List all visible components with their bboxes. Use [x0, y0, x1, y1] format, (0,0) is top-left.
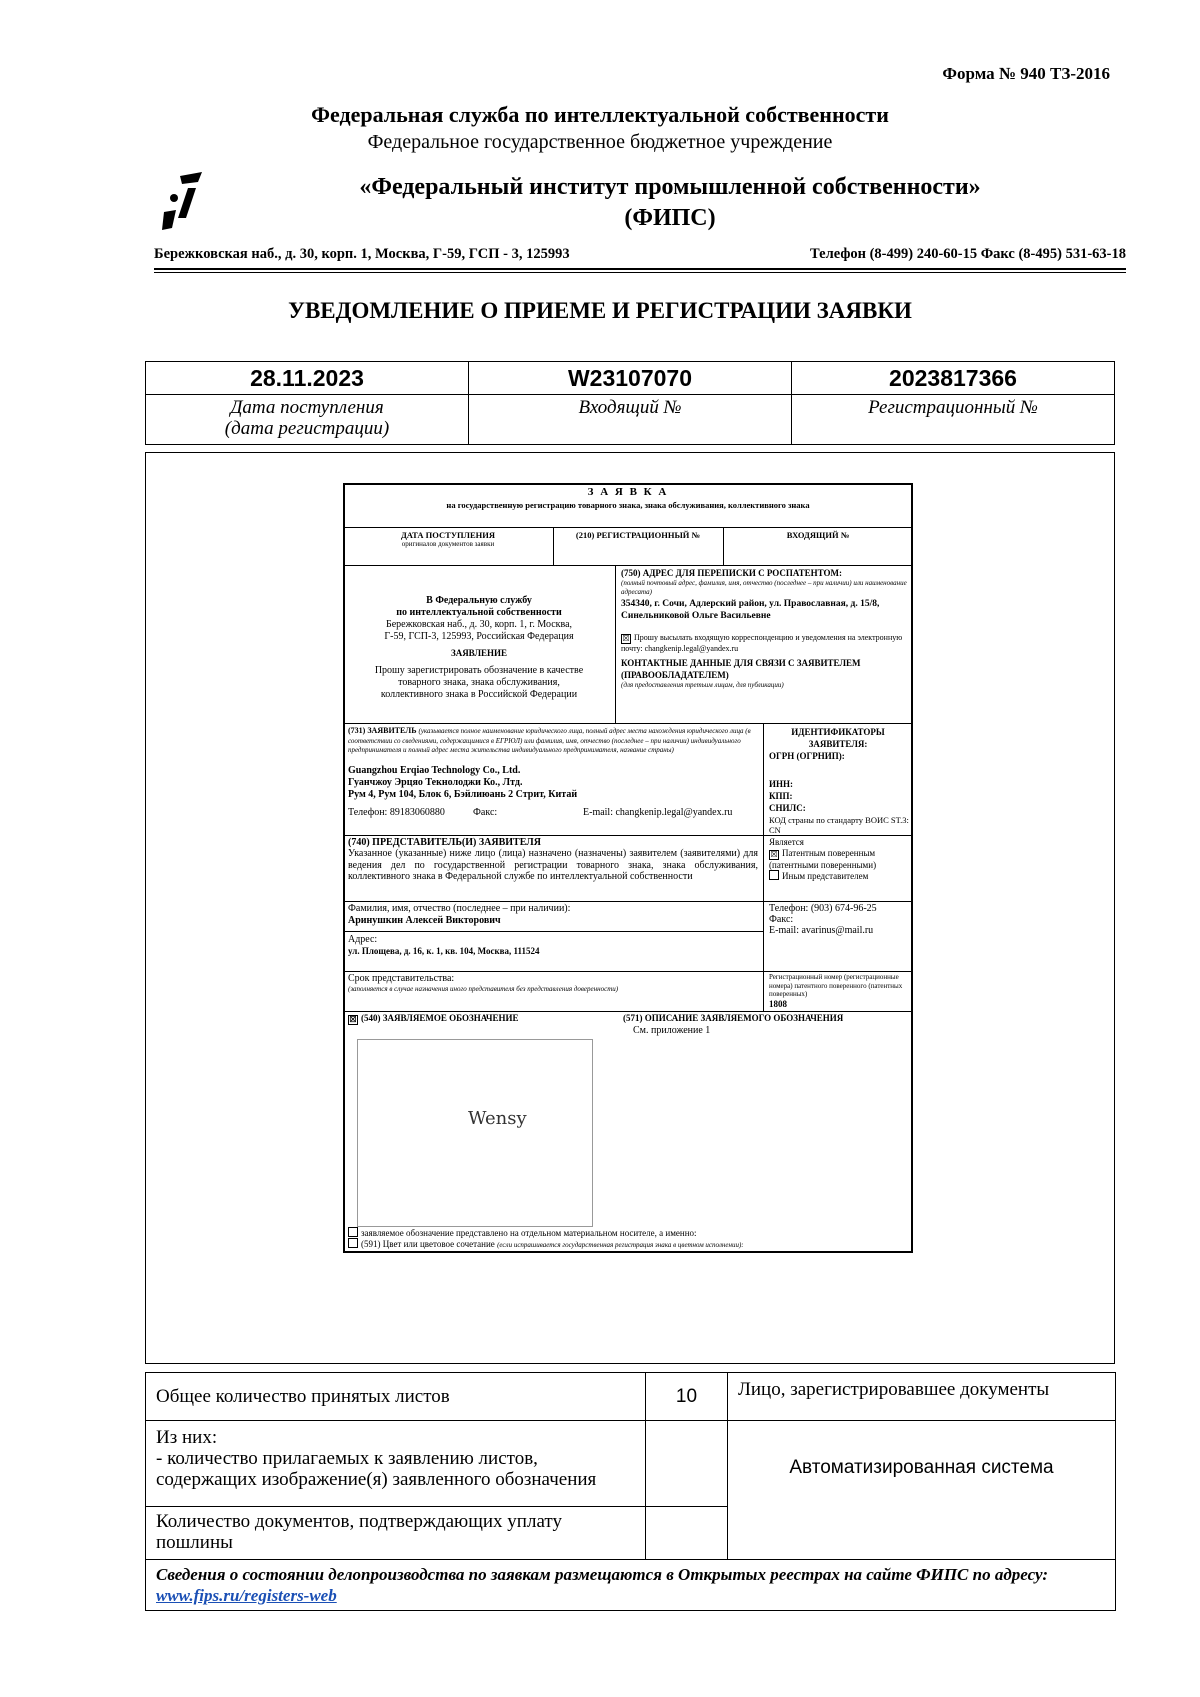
- rep-contacts: [769, 903, 909, 936]
- term-hint: (заполняется в случае назначения иного представителя без представления доверенности): [348, 985, 619, 993]
- registry-note-text: Сведения о состоянии делопроизводства по заявкам размещаются в Открытых реестрах на сайте ФИПС по адресу:: [156, 1565, 1049, 1584]
- checkbox-empty: [348, 1238, 358, 1248]
- applicant-phone: Телефон: 89183060880: [348, 807, 445, 818]
- to-line3: Бережковская наб., д. 30, корп. 1, г. Москва,: [385, 619, 573, 630]
- applicant-fax: Факс:: [473, 807, 498, 818]
- checkbox-checked: ☒: [349, 1015, 357, 1024]
- of-them: Из них:: [156, 1427, 218, 1448]
- to-line1: В Федеральную службу: [426, 595, 532, 606]
- ogrn-label: ОГРН (ОГРНИП):: [769, 751, 845, 761]
- registry-note: [146, 1560, 1116, 1611]
- corr-title: (750) АДРЕС ДЛЯ ПЕРЕПИСКИ С РОСПАТЕНТОМ:: [621, 568, 843, 578]
- to-line2: по интеллектуальной собственности: [396, 607, 562, 618]
- addr-label: Адрес:: [348, 934, 378, 945]
- corr-address: 354340, г. Сочи, Адлерский район, ул. Православная, д. 15/8, Синельниковой Ольге Васильевне: [621, 599, 880, 621]
- color-label: (591) Цвет или цветовое сочетание: [361, 1239, 495, 1249]
- header-divider-thin: [154, 272, 1126, 273]
- statement-line1: Прошу зарегистрировать обозначение в качестве: [374, 665, 584, 676]
- patent-attorney-option: [769, 848, 909, 871]
- total-sheets-label: Общее количество принятых листов: [146, 1373, 646, 1421]
- statement-line2: товарного знака, знака обслуживания,: [398, 677, 560, 688]
- application-form: [343, 483, 913, 1253]
- color-line: [348, 1238, 908, 1251]
- col-reg-label: (210) РЕГИСТРАЦИОННЫЙ №: [575, 530, 701, 540]
- mark-image-box: [357, 1039, 593, 1227]
- divider: [343, 901, 913, 902]
- checkbox-empty: [348, 1227, 358, 1237]
- application-subtitle: на государственную регистрацию товарного знака, знака обслуживания, коллективного знака: [446, 500, 810, 510]
- kpp-label: КПП:: [769, 791, 793, 801]
- person-value: Автоматизированная система: [728, 1421, 1116, 1560]
- contact-hint: (для предоставления третьим лицам, для публикации): [621, 681, 784, 689]
- applicant-name: Guangzhou Erqiao Technology Co., Ltd.: [348, 765, 521, 776]
- applicant-label: (731) ЗАЯВИТЕЛЬ: [348, 726, 417, 735]
- attached-sheets-value: [646, 1421, 728, 1507]
- registration-date: 28.11.2023: [146, 362, 469, 395]
- institute-phones: Телефон (8-499) 240-60-15 Факс (8-495) 531-63-18: [810, 246, 1126, 262]
- contact-title: КОНТАКТНЫЕ ДАННЫЕ ДЛЯ СВЯЗИ С ЗАЯВИТЕЛЕМ (ПРАВООБЛАДАТЕЛЕМ): [621, 658, 861, 680]
- divider: [343, 971, 913, 972]
- mark-label-text: (540) ЗАЯВЛЯЕМОЕ ОБОЗНАЧЕНИЕ: [361, 1013, 519, 1023]
- statement-label: ЗАЯВЛЕНИЕ: [450, 648, 508, 658]
- institute-name: «Федеральный институт промышленной собственности»: [359, 174, 981, 200]
- form-number: Форма № 940 ТЗ-2016: [942, 64, 1110, 83]
- checkbox-checked: ☒: [622, 634, 630, 643]
- mark-label: [348, 1013, 519, 1025]
- fee-docs-label: Количество документов, подтверждающих уплату пошлины: [146, 1507, 646, 1560]
- fio-label: Фамилия, имя, отчество (последнее – при наличии):: [348, 903, 571, 914]
- applicant-hint: (указывается полное наименование юридического лица, полный адрес места нахождения юридического лица (в соответствии со сведениями, содержащимися в ЕГРЮЛ) или фамилия, имя, отчество (последнее – при наличии) индивидуального предпринимателя и полный адрес места жительства индивидуального предпринимателя, название страны): [348, 727, 751, 754]
- fips-logo-icon: [162, 172, 204, 232]
- divider: [343, 1011, 913, 1012]
- incoming-number: W23107070: [469, 362, 792, 395]
- applicant-label-block: [348, 726, 758, 755]
- rep-phone: Телефон: (903) 674-96-25: [769, 903, 877, 914]
- address-line: [154, 246, 1126, 263]
- col-date-label: ДАТА ПОСТУПЛЕНИЯ: [400, 530, 496, 540]
- agency-type: Федеральное государственное бюджетное учреждение: [367, 131, 833, 153]
- patent-attorney-text: Патентным поверенным (патентными поверенными): [769, 847, 877, 870]
- institute-abbr: (ФИПС): [624, 205, 716, 231]
- rep-address: ул. Площева, д. 16, к. 1, кв. 104, Москва, 111524: [348, 946, 540, 956]
- divider: [343, 527, 913, 528]
- application-title: З А Я В К А: [587, 486, 669, 498]
- applicant-email: E-mail: changkenip.legal@yandex.ru: [583, 807, 733, 818]
- date-label-line1: Дата поступления: [230, 397, 384, 418]
- divider: [763, 901, 764, 1011]
- date-label-line2: (дата регистрации): [224, 418, 390, 439]
- header-divider: [154, 268, 1126, 270]
- checkbox-checked: ☒: [770, 849, 778, 859]
- trademark-logo: Wensy: [468, 1108, 527, 1129]
- col-date-sublabel: оригиналов документов заявки: [401, 540, 495, 548]
- rep-fax: Факс:: [769, 914, 794, 925]
- attached-line2: содержащих изображение(я) заявленного обозначения: [156, 1469, 597, 1490]
- snils-label: СНИЛС:: [769, 803, 806, 813]
- desc-text: См. приложение 1: [633, 1025, 711, 1036]
- other-rep-option: [769, 870, 909, 882]
- attorney-reg-label: Регистрационный номер (регистрационные номера) патентного поверенного (патентных поверенных): [769, 973, 903, 998]
- separate-medium-text: заявляемое обозначение представлено на отдельном материальном носителе, а именно:: [361, 1228, 697, 1238]
- rep-text: Указанное (указанные) ниже лицо (лица) назначено (назначены) заявителем (заявителями) для ведения дел по государственной регистрации товарного знака, знака обслуживания, коллективного знака в Федеральной службе по интеллектуальной собственности: [348, 848, 758, 882]
- email-request-text: Прошу высылать входящую корреспонденцию и уведомления на электронную почту: changkenip.legal@yandex.ru: [621, 633, 903, 653]
- registration-table: [145, 361, 1115, 445]
- inn-label: ИНН:: [769, 779, 793, 789]
- fee-docs-value: [646, 1507, 728, 1560]
- divider: [343, 565, 913, 566]
- divider: [343, 931, 763, 932]
- statement-line3: коллективного знака в Российской Федерации: [380, 689, 578, 700]
- rep-fio: Аринушкин Алексей Викторович: [348, 915, 501, 926]
- summary-table: [145, 1372, 1116, 1611]
- ids-title: ИДЕНТИФИКАТОРЫ ЗАЯВИТЕЛЯ:: [791, 727, 885, 749]
- person-label: Лицо, зарегистрировавшее документы: [728, 1373, 1116, 1421]
- registry-link[interactable]: www.fips.ru/registers-web: [156, 1586, 337, 1605]
- total-sheets-value: 10: [646, 1373, 728, 1421]
- col-in-label: ВХОДЯЩИЙ №: [786, 530, 850, 540]
- country-code: КОД страны по стандарту ВОИС ST.3: CN: [769, 815, 909, 835]
- other-rep-text: Иным представителем: [782, 871, 869, 881]
- applicant-name-ru: Гуанчжоу Эрцяо Текнолоджи Ко., Лтд.: [348, 777, 523, 788]
- agency-name: Федеральная служба по интеллектуальной собственности: [311, 102, 889, 127]
- rep-label: (740) ПРЕДСТАВИТЕЛЬ(И) ЗАЯВИТЕЛЯ: [348, 837, 541, 848]
- divider: [343, 835, 913, 836]
- reg-number-label: Регистрационный №: [792, 395, 1115, 445]
- is-label: Является: [769, 837, 804, 847]
- color-hint: (если испрашивается государственная регистрация знака в цветном исполнении):: [497, 1241, 744, 1249]
- desc-label: (571) ОПИСАНИЕ ЗАЯВЛЯЕМОГО ОБОЗНАЧЕНИЯ: [623, 1013, 844, 1023]
- divider: [615, 565, 616, 723]
- incoming-label: Входящий №: [469, 395, 792, 445]
- rep-email: E-mail: avarinus@mail.ru: [769, 925, 874, 936]
- email-request: [621, 633, 909, 654]
- date-label: [146, 395, 469, 445]
- rep-type-block: [769, 837, 909, 882]
- attached-sheets-label: [146, 1421, 646, 1507]
- to-line4: Г-59, ГСП-3, 125993, Российская Федерация: [384, 631, 574, 642]
- notice-title: УВЕДОМЛЕНИЕ О ПРИЕМЕ И РЕГИСТРАЦИИ ЗАЯВКИ: [288, 298, 912, 323]
- attorney-reg-number: 1808: [769, 999, 787, 1009]
- applicant-address: Рум 4, Рум 104, Блок 6, Бэйлиюань 2 Стрит, Китай: [348, 789, 578, 800]
- divider: [343, 723, 913, 724]
- attached-line1: - количество прилагаемых к заявлению листов,: [156, 1448, 538, 1469]
- term-label: Срок представительства:: [348, 973, 455, 984]
- institute-address: Бережковская наб., д. 30, корп. 1, Москва, Г-59, ГСП - 3, 125993: [154, 246, 570, 262]
- checkbox-empty: [769, 870, 779, 880]
- registration-number: 2023817366: [792, 362, 1115, 395]
- corr-hint: (полный почтовый адрес, фамилия, имя, отчество (последнее – при наличии) или наименование адресата): [621, 579, 907, 596]
